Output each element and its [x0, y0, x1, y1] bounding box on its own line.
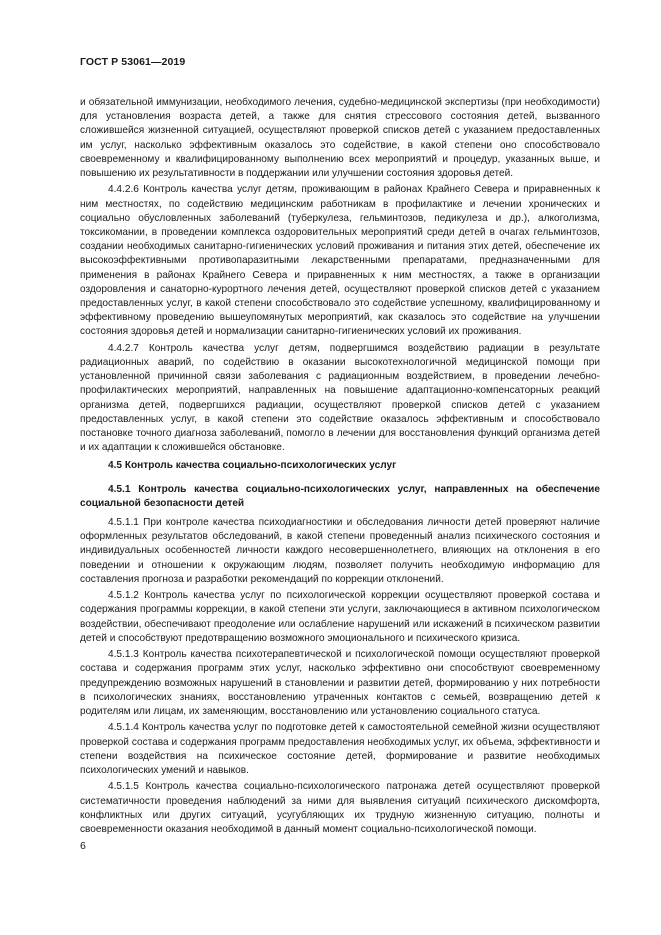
section-heading-4-5: 4.5 Контроль качества социально-психологических услуг: [108, 460, 397, 472]
paragraph-4-5-1-4: 4.5.1.4 Контроль качества услуг по подготовке детей к самостоятельной семейной жизни осуществляют проверкой состава и содержания программ предоставления необходимых услуг, их объема, эффективности и степени воздействия на психическое состояние детей, формирование и развитие необходимых психологических умений и навыков.: [80, 722, 600, 777]
paragraph-4-5-1-1: 4.5.1.1 При контроле качества психодиагностики и обследования личности детей проверяют наличие оформленных результатов обследований, в какой степени проведенный анализ психического состояния и индивидуальных особенностей личности каждого несовершеннолетнего, влияющих на отклонения в его поведении и отношении к окружающим людям, позволяет получить необходимую информацию для составления прогноза и разработки рекомендаций по коррекции отклонений.: [80, 517, 600, 585]
paragraph-4-4-2-7: 4.4.2.7 Контроль качества услуг детям, подвергшимся воздействию радиации в результате радиационных аварий, по содействию в оказании высокотехнологичной медицинской помощи при установленной причинной связи заболевания с радиационным воздействием, в проведении лечебно-профилактических мероприятий, направленных на повышение адаптационно-компенсаторных реакций организма детей, подвергшихся радиации, осуществляют проверкой списков детей с указанием предоставленных услуг, в какой степени это содействие оказалось эффективным и способствовало постановке точного диагноза заболеваний, помогло в лечении для восстановления функций организма детей и их адаптации к сложившейся обстановке.: [80, 342, 600, 454]
paragraph-4-4-2-6: 4.4.2.6 Контроль качества услуг детям, проживающим в районах Крайнего Севера и приравненных к ним местностях, по содействию медицинским работникам в профилактике и лечении хронических и социально обусловленных заболеваний (туберкулеза, гельминтозов, педикулеза и др.), алкоголизма, токсикомании, в проведении комплекса оздоровительных мероприятий среди детей в очагах гельминтозов, создании необходимых санитарно-гигиенических условий проживания и питания этих детей, обеспечение их высокоэффективными противопаразитными лекарственными препаратами, предназначенными для применения в районах Крайнего Севера и приравненных к ним местностях, а также в организации оздоровления и санаторно-курортного лечения детей, осуществляют проверкой списков детей с указанием предоставленных услуг, в какой степени способствовало это содействие успешному, квалифицированному и эффективному проведению вышеупомянутых мероприятий, как сказалось это содействие на улучшении состояния здоровья детей и нормализации санитарно-гигиенических условий их проживания.: [80, 184, 600, 338]
paragraph-4-5-1-5: 4.5.1.5 Контроль качества социально-психологического патронажа детей осуществляют проверкой систематичности проведения наблюдений за ними для выявления ситуаций психического дискомфорта, конфликтных или других ситуаций, усугубляющих их трудную жизненную ситуацию, полноты и своевременности оказания необходимой в данный момент социально-психологической помощи.: [80, 781, 600, 836]
paragraph-4-5-1-3: 4.5.1.3 Контроль качества психотерапевтической и психологической помощи осуществляют проверкой состава и содержания программ этих услуг, насколько эффективно они способствуют своевременному предупреждению возможных нарушений в становлении и развитии детей, формированию у них потребности в психологических знаниях, восстановлению утраченных контактов с семьей, возвращению детей к родителям или лицам, их заменяющим, восстановлению или установлению социального статуса.: [80, 649, 600, 718]
subsection-heading-4-5-1: 4.5.1 Контроль качества социально-психологических услуг, направленных на обеспечение социальной безопасности детей: [80, 483, 600, 509]
document-page: [80, 56, 600, 839]
paragraph-4-5-1-2: 4.5.1.2 Контроль качества услуг по психологической коррекции осуществляют проверкой состава и содержания программы коррекции, в какой степени эти услуги, заключающиеся в активном психологическом воздействии, обеспечивают преодоление или ослабление нарушений или искажений в психическом развитии детей и способствуют предотвращению возможного эмоционального и психического кризиса.: [80, 590, 600, 644]
page-number: 6: [80, 840, 86, 852]
paragraph-continuation: и обязательной иммунизации, необходимого лечения, судебно-медицинской экспертизы (при необходимости) для установления возраста детей, а также для снятия стрессового состояния детей, вызванного сложившейся жизненной ситуацией, осуществляют проверкой списков детей с указанием предоставленных им услуг, насколько эффективным оказалось это содействие, в какой степени оно способствовало своевременному и квалифицированному выполнению всех мероприятий и процедур, указанных выше, и повышению их результативности в поддержании или улучшении состояния здоровья детей.: [80, 97, 600, 180]
standard-header: ГОСТ Р 53061—2019: [80, 56, 186, 68]
